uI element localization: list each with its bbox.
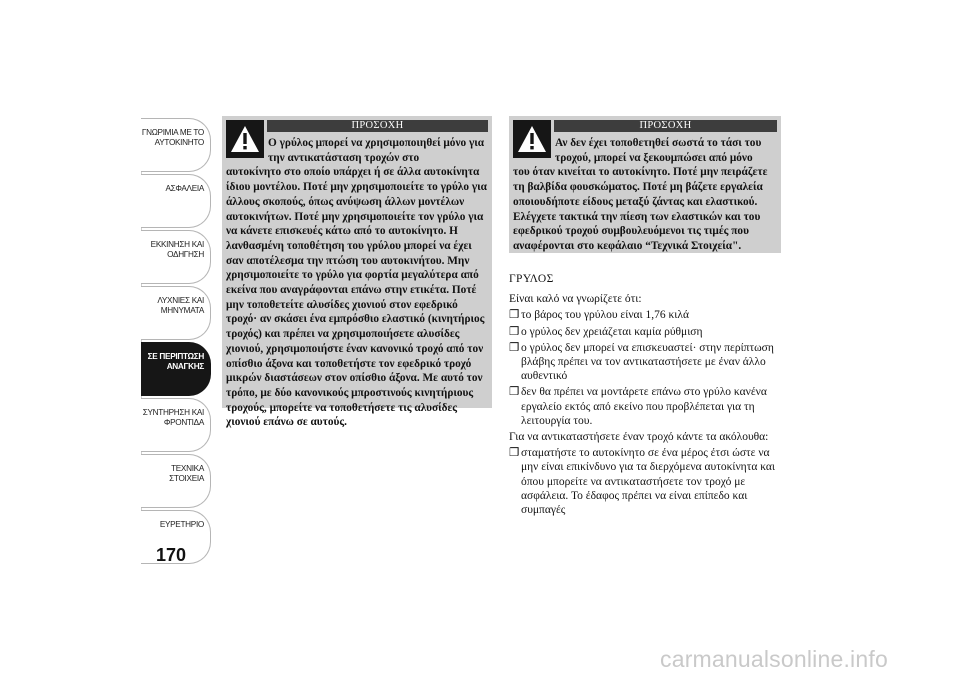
warning-body: του όταν κινείται το αυτοκίνητο. Ποτέ μην πειράζετε τη βαλβίδα φουσκώματος. Ποτέ μη βάζετε εργαλεία οποιουδήποτε είδους μεταξύ ζάντας και ελαστικού. Ελέγχετε τακτικά την πίεση των ελαστικών και του εφεδρικού τροχού συμβουλευόμενοι τις τιμές που αναφέρονται στο κεφάλαιο “Τεχνικά Στοιχεία".: [513, 166, 768, 252]
tab-technical-data[interactable]: [141, 454, 211, 508]
warning-box-hubcap: [509, 116, 781, 253]
section-intro-2: Για να αντικαταστήσετε έναν τροχό κάντε τα ακόλουθα:: [509, 431, 769, 444]
section-title: ΓΡΥΛΟΣ: [509, 273, 554, 285]
checkbox-bullet-icon: ❐: [509, 341, 520, 354]
tab-label: ΛΥΧΝΙΕΣ ΚΑΙ ΜΗΝΥΜΑΤΑ: [157, 296, 204, 315]
list-item: [509, 446, 789, 517]
list-item: [509, 385, 789, 428]
tab-getting-to-know[interactable]: [141, 118, 211, 172]
tab-label: ΕΚΚΙΝΗΣΗ ΚΑΙ ΟΔΗΓΗΣΗ: [150, 240, 204, 259]
warning-header: ΠΡΟΣΟΧΗ: [267, 120, 488, 132]
list-item: [509, 341, 789, 384]
warning-lead: Αν δεν έχει τοποθετηθεί σωστά το τάσι του τροχού, μπορεί να ξεκουμπώσει από μόνο: [555, 137, 762, 164]
jack-section: [509, 272, 789, 519]
list-item-text: ο γρύλος δεν μπορεί να επισκευαστεί· στην περίπτωση βλάβης πρέπει να τον αντικαταστήσετε με έναν άλλο αυθεντικό: [521, 341, 774, 383]
tab-maintenance[interactable]: [141, 398, 211, 452]
section-intro: Είναι καλό να γνωρίζετε ότι:: [509, 293, 642, 306]
warning-lead: Ο γρύλος μπορεί να χρησιμοποιηθεί μόνο για την αντικατάσταση τροχών στο: [268, 137, 485, 164]
checkbox-bullet-icon: ❐: [509, 386, 520, 399]
warning-header: ΠΡΟΣΟΧΗ: [554, 120, 777, 132]
checkbox-bullet-icon: ❐: [509, 325, 520, 338]
checkbox-bullet-icon: ❐: [509, 447, 520, 460]
tab-safety[interactable]: [141, 174, 211, 228]
tab-warning-lights[interactable]: [141, 286, 211, 340]
list-item-text: ο γρύλος δεν χρειάζεται καμία ρύθμιση: [521, 325, 703, 338]
tab-starting-driving[interactable]: [141, 230, 211, 284]
list-item: [509, 308, 789, 322]
tab-label: ΕΥΡΕΤΗΡΙΟ: [159, 520, 204, 529]
warning-body: αυτοκίνητο στο οποίο υπάρχει ή σε άλλα αυτοκίνητα ίδιου μοντέλου. Ποτέ μην χρησιμοποιείτε το γρύλο για άλλους σκοπούς, όπως ανύψωση άλλων μοντέλων αυτοκινήτων. Ποτέ μην χρησιμοποιείτε τον γρύλο για να κάνετε επισκευές κάτω από το αυτοκίνητο. Η λανθασμένη τοποθέτηση του γρύλου μπορεί να έχει σαν αποτέλεσμα την πτώση του αυτοκινήτου. Μην χρησιμοποιείτε το γρύλο για φορτία μεγαλύτερα από εκείνα που αναγράφονται επάνω στην ετικέτα. Ποτέ μην τοποθετείτε αλυσίδες χιονιού στον εφεδρικό τροχό· αν σκάσει ένα εμπρόσθιο ελαστικό (κινητήριος τροχός) και πρέπει να χρησιμοποιήσετε αλυσίδες χιονιού, χρησιμοποιήστε έναν κανονικό τροχό από τον οπίσθιο άξονα και τοποθετήστε τον εφεδρικό τροχό μικρών διαστάσεων στον οπίσθιο άξονα. Με αυτό τον τρόπο, με δύο κανονικούς μπροστινούς κινητήριους τροχούς, μπορείτε να τοποθετήσετε τις αλυσίδες χιονιού επάνω σε αυτούς.: [226, 166, 487, 429]
tab-label: ΤΕΧΝΙΚΑ ΣΤΟΙΧΕΙΑ: [169, 464, 204, 483]
checkbox-bullet-icon: ❐: [509, 309, 520, 322]
list-item-text: το βάρος του γρύλου είναι 1,76 κιλά: [521, 309, 689, 322]
tab-label: ΓΝΩΡΙΜΙΑ ΜΕ ΤΟ ΑΥΤΟΚΙΝΗΤΟ: [141, 128, 204, 147]
list-item-text: δεν θα πρέπει να μοντάρετε επάνω στο γρύλο κανένα εργαλείο εκτός από εκείνο που προβλέπεται για τη λειτουργία του.: [521, 386, 767, 427]
list-item-text: σταματήστε το αυτοκίνητο σε ένα μέρος έτσι ώστε να μην είναι επικίνδυνο για τα διερχόμενα αυτοκίνητα και όπου μπορείτε να αντικαταστήσετε τον τροχό με ασφάλεια. Το έδαφος πρέπει να είναι επίπεδο και συμπαγές: [521, 447, 776, 517]
warning-box-jack: [222, 116, 492, 429]
tab-label: ΣΕ ΠΕΡΙΠΤΩΣΗ ΑΝΑΓΚΗΣ: [147, 352, 204, 371]
list-item: [509, 325, 789, 339]
watermark: carmanualsonline.info: [660, 646, 888, 672]
warning-text: [226, 136, 488, 430]
tab-in-emergency[interactable]: [141, 342, 211, 396]
tab-label: ΣΥΝΤΗΡΗΣΗ ΚΑΙ ΦΡΟΝΤΙΔΑ: [142, 408, 204, 427]
warning-text: [513, 136, 777, 254]
tab-label: ΑΣΦΑΛΕΙΑ: [165, 184, 204, 193]
page-number: 170: [156, 545, 187, 565]
chapter-tabs: [141, 118, 211, 566]
